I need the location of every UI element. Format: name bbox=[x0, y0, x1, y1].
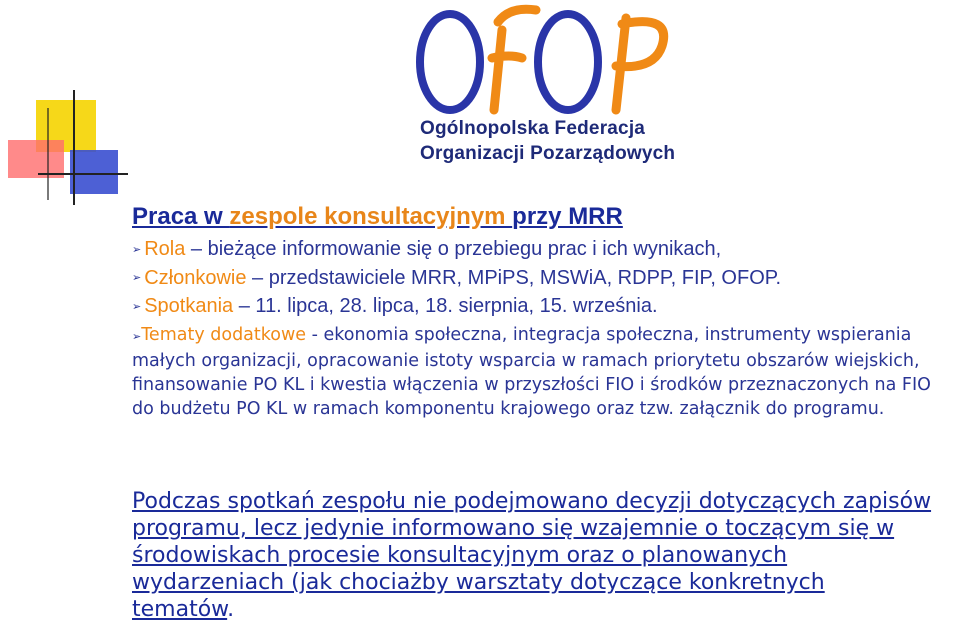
bullet-meetings: ➢ Spotkania – 11. lipca, 28. lipca, 18. sierpnia, 15. września. bbox=[132, 295, 658, 318]
bullet-members: ➢ Członkowie – przedstawiciele MRR, MPiPS, MSWiA, RDPP, FIP, OFOP. bbox=[132, 266, 782, 289]
logo-text-line-2: Organizacji Pozarządowych bbox=[420, 143, 676, 164]
arrow-bullet-icon: ➢ bbox=[132, 301, 142, 314]
slide-title: Praca w zespole konsultacyjnym przy MRR bbox=[132, 203, 623, 230]
bullet-role: ➢ Rola – bieżące informowanie się o przebiegu prac i ich wynikach, bbox=[132, 238, 722, 260]
bullet-additional-topics: ➢Tematy dodatkowe - ekonomia społeczna, integracja społeczna, instrumenty wspierania małych organizacji, opracowanie istoty wsparcia w ramach priorytetu obszarów wiejskich, finansowanie PO KL i kwestia włączenia w przyszłości FIO i środków przeznaczonych na FIO do budżetu PO KL w ramach komponentu krajowego oraz tzw. załącznik do programu. bbox=[132, 325, 931, 420]
slide-content bbox=[132, 203, 957, 421]
decorative-squares bbox=[0, 0, 140, 210]
title-highlight: zespole konsultacyjnym bbox=[229, 203, 513, 230]
logo-text-line-1: Ogólnopolska Federacja bbox=[420, 118, 646, 139]
arrow-bullet-icon: ➢ bbox=[132, 243, 142, 256]
arrow-bullet-icon: ➢ bbox=[132, 272, 142, 285]
arrow-bullet-icon: ➢ bbox=[132, 330, 142, 344]
summary-paragraph: Podczas spotkań zespołu nie podejmowano decyzji dotyczących zapisów programu, lecz jedynie informowano się wzajemnie o toczącym się w środowiskach procesie konsultacyjnym oraz o planowanych wydarzeniach (jak chociażby warsztaty dotyczące konkretnych tematów. bbox=[132, 489, 932, 622]
